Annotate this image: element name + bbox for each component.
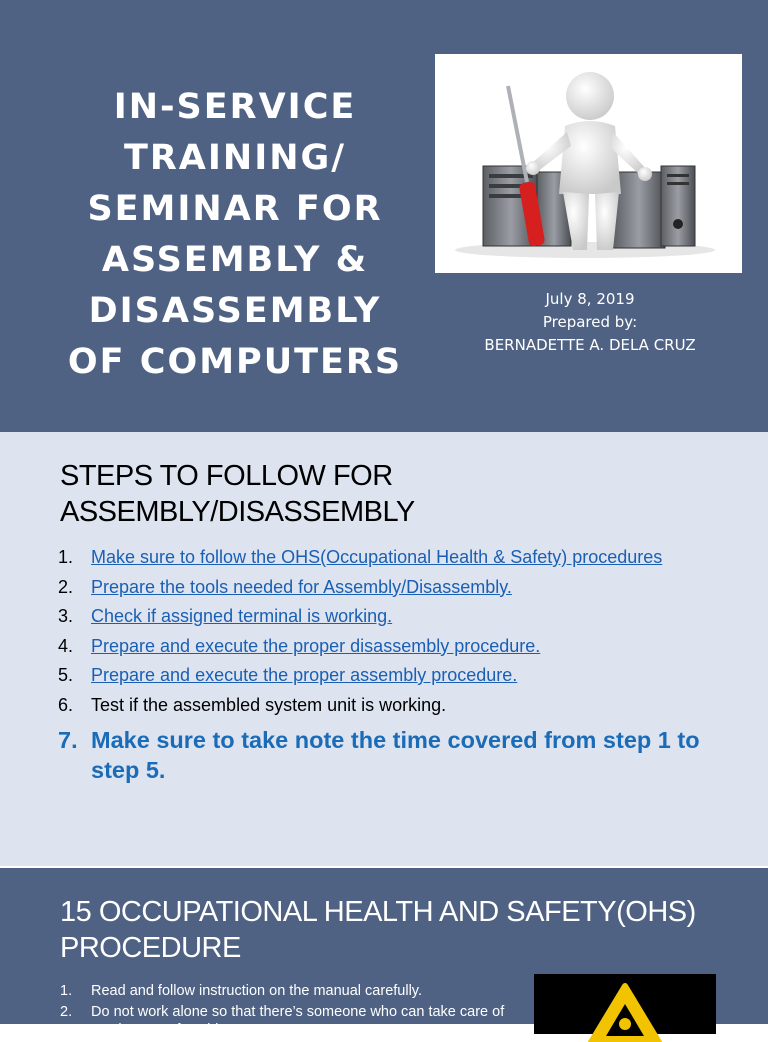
item-number: 2. [60, 1004, 73, 1020]
step-link-4[interactable]: Prepare and execute the proper disassembly procedure. [91, 635, 541, 656]
ohs-list [60, 982, 510, 1042]
list-item [60, 982, 510, 1000]
step-link-1[interactable]: Make sure to follow the OHS(Occupational Health & Safety) procedures [91, 547, 663, 567]
step-link-2[interactable]: Prepare the tools needed for Assembly/Disassembly. [91, 576, 512, 597]
step-text-6: Test if the assembled system unit is working. [91, 694, 447, 715]
step-number: 5. [58, 665, 74, 685]
steps-heading: STEPS TO FOLLOW FOR ASSEMBLY/DISASSEMBLY [60, 460, 415, 528]
step-number: 2. [58, 576, 74, 597]
list-item [58, 694, 708, 716]
steps-slide [0, 432, 768, 866]
list-item [58, 576, 708, 598]
ohs-heading: 15 OCCUPATIONAL HEALTH AND SAFETY(OHS) PROCEDURE [60, 896, 696, 964]
step-number: 6. [58, 694, 74, 715]
presentation-date: July 8, 2019 [545, 290, 635, 308]
list-item [60, 1003, 510, 1039]
list-item [58, 664, 708, 686]
item-number: 1. [60, 983, 73, 999]
item-text: Do not work alone so that there’s someone who can take care of you in case of accident or emergency. [91, 1004, 505, 1038]
training-illustration [435, 54, 742, 273]
warning-sign-icon [534, 974, 716, 1034]
step-link-3[interactable]: Check if assigned terminal is working. [91, 606, 393, 626]
steps-list [58, 546, 708, 792]
slide-title: IN-SERVICE TRAINING/ SEMINAR FOR ASSEMBLY & DISASSEMBLY OF COMPUTERS [67, 87, 403, 382]
step-number: 7. [58, 726, 78, 753]
figure-with-screwdriver-icon [435, 54, 742, 273]
item-text: Read and follow instruction on the manual carefully. [91, 983, 423, 999]
author-name: BERNADETTE A. DELA CRUZ [484, 336, 696, 354]
step-link-5[interactable]: Prepare and execute the proper assembly procedure. [91, 665, 518, 685]
list-item [58, 725, 708, 785]
step-number: 3. [58, 606, 74, 626]
step-text-7: Make sure to take note the time covered from step 1 to step 5. [91, 726, 700, 783]
list-item [58, 605, 708, 627]
warning-image [534, 974, 716, 1034]
prepared-by-label: Prepared by: [542, 313, 638, 331]
step-number: 4. [58, 635, 74, 656]
subtitle-block [470, 288, 710, 357]
list-item [58, 546, 708, 568]
title-slide [0, 0, 768, 432]
step-number: 1. [58, 547, 74, 567]
ohs-slide [0, 868, 768, 1038]
list-item [58, 635, 708, 657]
